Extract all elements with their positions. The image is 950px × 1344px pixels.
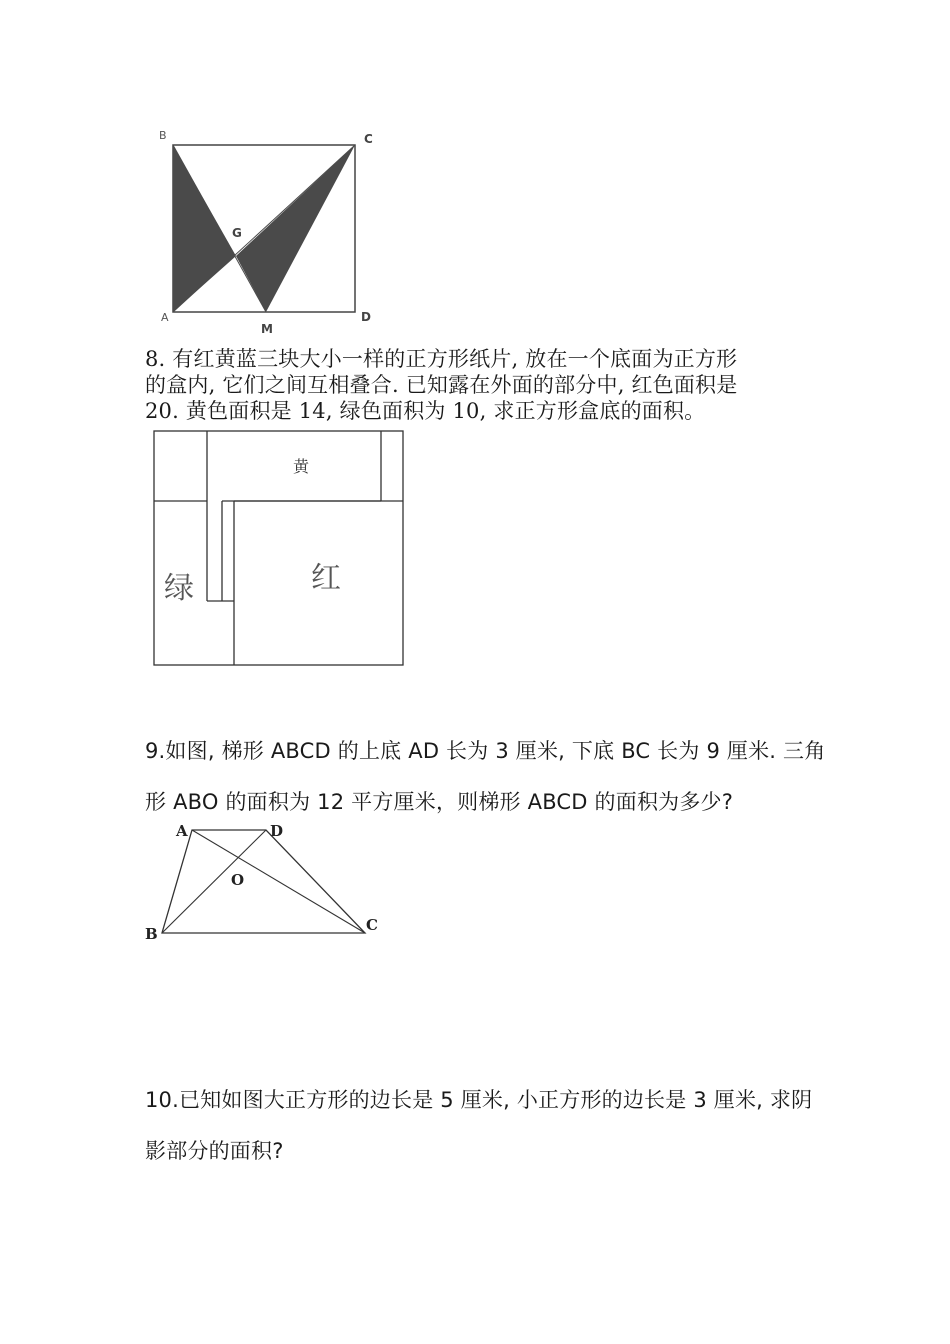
label-m: M (261, 322, 273, 336)
question-8-line-1: 8. 有红黄蓝三块大小一样的正方形纸片, 放在一个底面为正方形 (145, 347, 738, 371)
question-10-line-1: 10.已知如图大正方形的边长是 5 厘米, 小正方形的边长是 3 厘米, 求阴 (145, 1088, 813, 1112)
overlapping-squares-figure (150, 428, 410, 670)
label-d: D (361, 310, 371, 324)
shaded-triangle-right (236, 145, 355, 312)
label-b: B (145, 925, 158, 943)
label-c: C (364, 132, 373, 146)
question-8-line-2: 的盒内, 它们之间互相叠合. 已知露在外面的部分中, 红色面积是 (145, 373, 738, 397)
label-g: G (232, 226, 242, 240)
label-a: A (176, 822, 188, 840)
square-bowtie-figure (150, 120, 390, 340)
trapezoid-figure (140, 818, 390, 948)
label-o: O (231, 871, 245, 889)
question-8-line-3: 20. 黄色面积是 14, 绿色面积为 10, 求正方形盒底的面积。 (145, 399, 706, 423)
label-b: B (159, 129, 167, 142)
red-label: 红 (311, 561, 341, 596)
label-d: D (270, 822, 284, 840)
trapezoid-outline (162, 830, 365, 933)
label-a: A (161, 311, 169, 324)
question-9-line-2: 形 ABO 的面积为 12 平方厘米，则梯形 ABCD 的面积为多少? (145, 790, 734, 814)
box-outline (154, 431, 403, 665)
shaded-triangle-left (173, 145, 236, 312)
diagonal-a-c (192, 830, 365, 933)
green-label: 绿 (164, 571, 194, 606)
question-8-text (145, 346, 825, 424)
label-c: C (366, 916, 378, 934)
question-9-line-1: 9.如图, 梯形 ABCD 的上底 AD 长为 3 厘米, 下底 BC 长为 9 厘米. 三角 (145, 739, 826, 763)
question-10-line-2: 影部分的面积? (145, 1139, 284, 1163)
yellow-label: 黄 (293, 457, 310, 476)
